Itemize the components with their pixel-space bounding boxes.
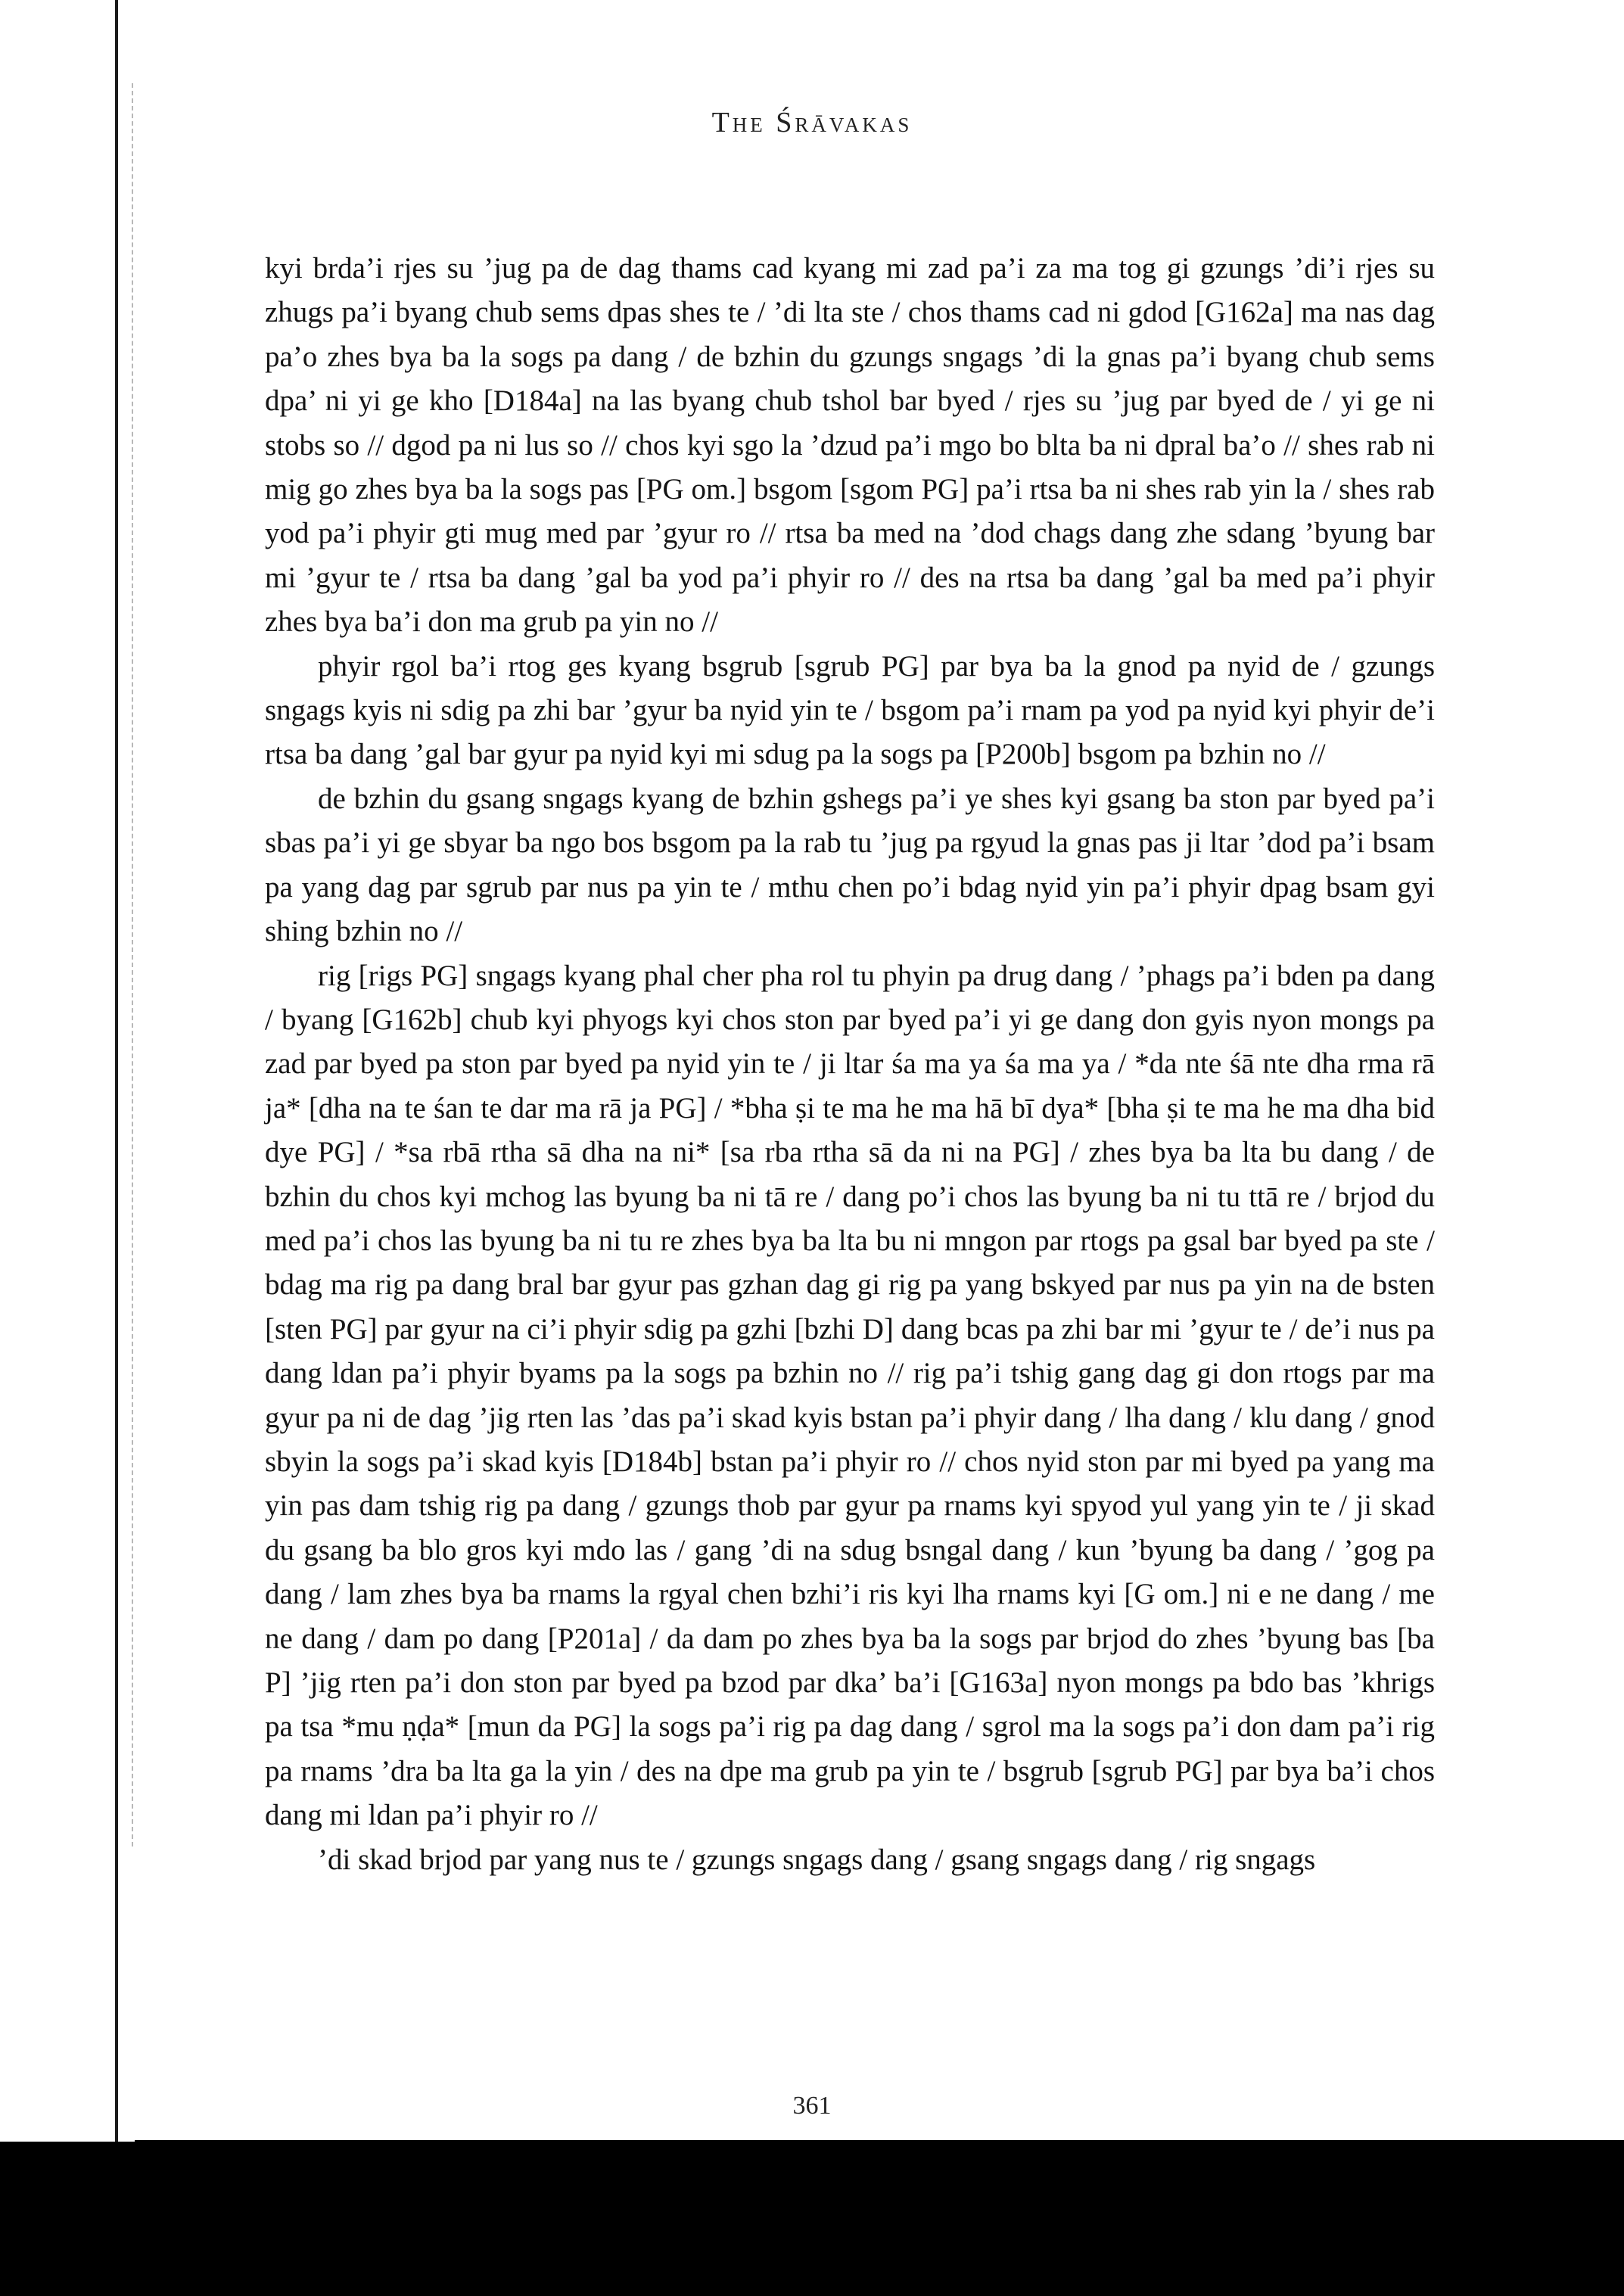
scan-margin-marks [132,83,135,1846]
running-head: The Śrāvakas [711,107,913,138]
paragraph: de bzhin du gsang sngags kyang de bzhin gshegs pa’i ye shes kyi gsang ba ston par byed pa’i sbas pa’i yi ge sbyar ba ngo bos bsgom pa la rab tu ’jug pa rgyud la gnas pas ji ltar ’dod pa’i bsam pa yang dag par sgrub par nus pa yin te / mthu chen po’i bdag nyid yin pa’i phyir dpag bsam gyi shing bzhin no // [265,782,1435,948]
paragraph: ’di skad brjod par yang nus te / gzungs sngags dang / gsang sngags dang / rig sngags [318,1843,1316,1876]
page-number: 361 [792,2092,832,2120]
page-body [265,247,1435,1882]
scan-border [0,2142,1624,2296]
paragraph: kyi brda’i rjes su ’jug pa de dag thams cad kyang mi zad pa’i za ma tog gi gzungs ’di’i rjes su zhugs pa’i byang chub sems dpas shes te / ’di lta ste / chos thams cad ni gdod [G162a] ma nas dag pa’o zhes bya ba la sogs pa dang / de bzhin du gzungs sngags ’di la gnas pa’i byang chub sems dpa’ ni yi ge kho [D184a] na las byang chub tshol bar byed / rjes su ’jug par byed de / yi ge ni stobs so // dgod pa ni lus so // chos kyi sgo la ’dzud pa’i mgo bo blta ba ni dpral ba’o // shes rab ni mig go zhes bya ba la sogs pas [PG om.] bsgom [sgom PG] pa’i rtsa ba ni shes rab yin la / shes rab yod pa’i phyir gti mug med par ’gyur ro // rtsa ba med na ’dod chags dang zhe sdang ’byung bar mi ’gyur te / rtsa ba dang ’gal ba yod pa’i phyir ro // des na rtsa ba dang ’gal ba med pa’i phyir zhes bya ba’i don ma grub pa yin no // [265,252,1435,639]
binding-edge-rule [115,0,118,2195]
paragraph: rig [rigs PG] sngags kyang phal cher pha rol tu phyin pa drug dang / ’phags pa’i bden pa dang / byang [G162b] chub kyi phyogs kyi chos ston par byed pa’i yi ge dang don gyis nyon mongs pa zad par byed pa ston par byed pa nyid yin te / ji ltar śa ma ya śa ma ya / *da nte śā nte dha rma rā ja* [dha na te śan te dar ma rā ja PG] / *bha ṣi te ma he ma hā bī dya* [bha ṣi te ma he ma dha bid dye PG] / *sa rbā rtha sā dha na ni* [sa rba rtha sā da ni na PG] / zhes bya ba lta bu dang / de bzhin du chos kyi mchog las byung ba ni tā re / dang po’i chos las byung ba ni tu ttā re / brjod du med pa’i chos las byung ba ni tu re zhes bya ba lta bu ni mngon par rtogs pa gsal bar byed pa ste / bdag ma rig pa dang bral bar gyur pas gzhan dag gi rig pa yang bskyed par nus pa yin na de bsten [sten PG] par gyur na ci’i phyir sdig pa gzhi [bzhi D] dang bcas pa zhi bar mi ’gyur te / de’i nus pa dang ldan pa’i phyir byams pa la sogs pa bzhin no // rig pa’i tshig gang dag gi don rtogs par ma gyur pa ni de dag ’jig rten las ’das pa’i skad kyis bstan pa’i phyir dang / lha dang / klu dang / gnod sbyin la sogs pa’i skad kyis [D184b] bstan pa’i phyir ro // chos nyid ston par mi byed pa yang ma yin pas dam tshig rig pa dang / gzungs thob par gyur pa rnams kyi spyod yul yang yin te / ji skad du gsang ba blo gros kyi mdo las / gang ’di na sdug bsngal dang / kun ’byung ba dang / ’gog pa dang / lam zhes bya ba rnams la rgyal chen bzhi’i ris kyi lha rnams kyi [G om.] ni e ne dang / me ne dang / dam po dang [P201a] / da dam po zhes bya ba la sogs par brjod do zhes ’byung bas [ba P] ’jig rten pa’i don ston par byed pa bzod par dka’ ba’i [G163a] nyon mongs pa bdo bas ’khrigs pa tsa *mu ṇḍa* [mun da PG] la sogs pa’i rig pa dag dang / sgrol ma la sogs pa’i don dam pa’i rig pa rnams ’dra ba lta ga la yin / des na dpe ma grub pa yin te / bsgrub [sgrub PG] par bya ba’i chos dang mi ldan pa’i phyir ro // [265,959,1435,1832]
paragraph: phyir rgol ba’i rtog ges kyang bsgrub [sgrub PG] par bya ba la gnod pa nyid de / gzungs sngags kyis ni sdig pa zhi bar ’gyur ba nyid yin te / bsgom pa’i rnam pa yod pa nyid kyi phyir de’i rtsa ba dang ’gal bar gyur pa nyid kyi mi sdug pa la sogs pa [P200b] bsgom pa bzhin no // [265,649,1435,771]
